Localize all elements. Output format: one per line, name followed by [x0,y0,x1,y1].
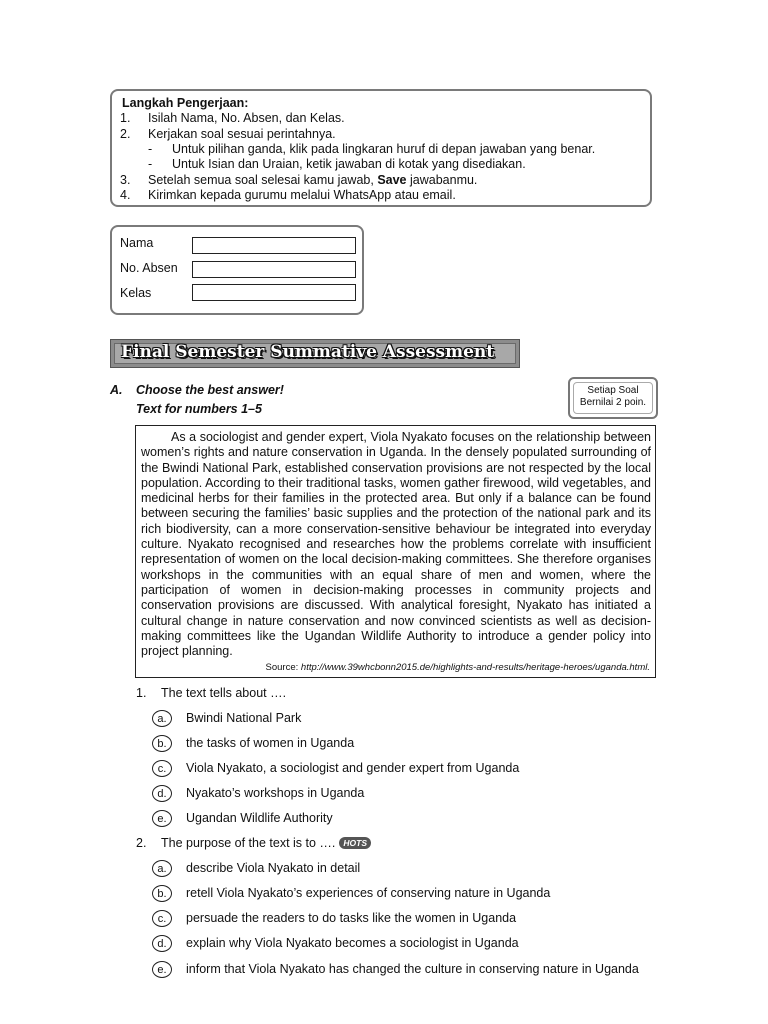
identity-box [110,225,364,315]
option-circle[interactable]: b. [152,885,172,902]
option-circle[interactable]: a. [152,710,172,727]
reading-passage [135,425,656,678]
name-field[interactable] [192,237,356,254]
option-circle[interactable]: c. [152,910,172,927]
instructions-box: Langkah Pengerjaan: 1. Isilah Nama, No. Absen, dan Kelas. 2. Kerjakan soal sesuai perintahnya. - Untuk pilihan ganda, klik pada lingkaran huruf di depan jawaban yang benar. - Untuk Isian dan Uraian, ketik jawaban di kotak yang disediakan. 3. Setelah semua soal selesai kamu jawab, Save jawabanmu. 4. Kirimkan kepada gurumu melalui WhatsApp atau email. [110,89,652,207]
option-circle[interactable]: c. [152,760,172,777]
assessment-banner [110,339,520,368]
option-circle[interactable]: b. [152,735,172,752]
source-url: http://www.39whcbonn2015.de/highlights-and-results/heritage-heroes/uganda.html. [300,662,650,673]
points-line2: Bernilai 2 poin. [579,397,647,408]
name-label: Nama [120,236,154,250]
option-circle[interactable]: d. [152,785,172,802]
points-line1: Setiap Soal [587,385,639,396]
points-badge [568,377,658,419]
kelas-label: Kelas [120,286,152,300]
kelas-field[interactable] [192,284,356,301]
section-letter: A. [110,383,123,397]
option-circle[interactable]: a. [152,860,172,877]
save-keyword: Save [377,173,407,187]
banner-title: Final Semester Summative Assessment [121,342,495,362]
option-circle[interactable]: e. [152,961,172,978]
text-for-label: Text for numbers 1–5 [136,402,262,416]
option-circle[interactable]: d. [152,935,172,952]
passage-source: Source: http://www.39whcbonn2015.de/highlights-and-results/heritage-heroes/uganda.html. [265,662,650,673]
passage-body: As a sociologist and gender expert, Viola Nyakato focuses on the relationship between women’s rights and nature conservation in Uganda. In the densely populated surrounding of the Bwindi National Park, established conservation provisions are not respected by the local population. According to their traditional tasks, women gather firewood, wild vegetables, and medicinal herbs for their families in the protected area. But only if a balance can be found between securing the families’ basic supplies and the protection of the national park and its rich biodiversity, can a more conservation-sensitive behaviour be integrated into everyday culture. Nyakato recognised and researches how the problems correlate with insufficient representation of women on the local decision-making committees. She therefore organises workshops in the communities with an equal share of men and women, where the participation of women in decision-making processes in community projects and conservation provisions are discussed. With analytical foresight, Nyakato has initiated a cultural change in nature conservation and now convinced scientists as well as decision-making committees like the Ugandan Wildlife Authority to introduce a gender policy into project planning. [141,430,651,659]
absen-label: No. Absen [120,261,178,275]
hots-badge: HOTS [339,837,371,849]
instructions-title: Langkah Pengerjaan: [122,96,249,110]
option-circle[interactable]: e. [152,810,172,827]
absen-field[interactable] [192,261,356,278]
section-instruction: Choose the best answer! [136,383,284,397]
